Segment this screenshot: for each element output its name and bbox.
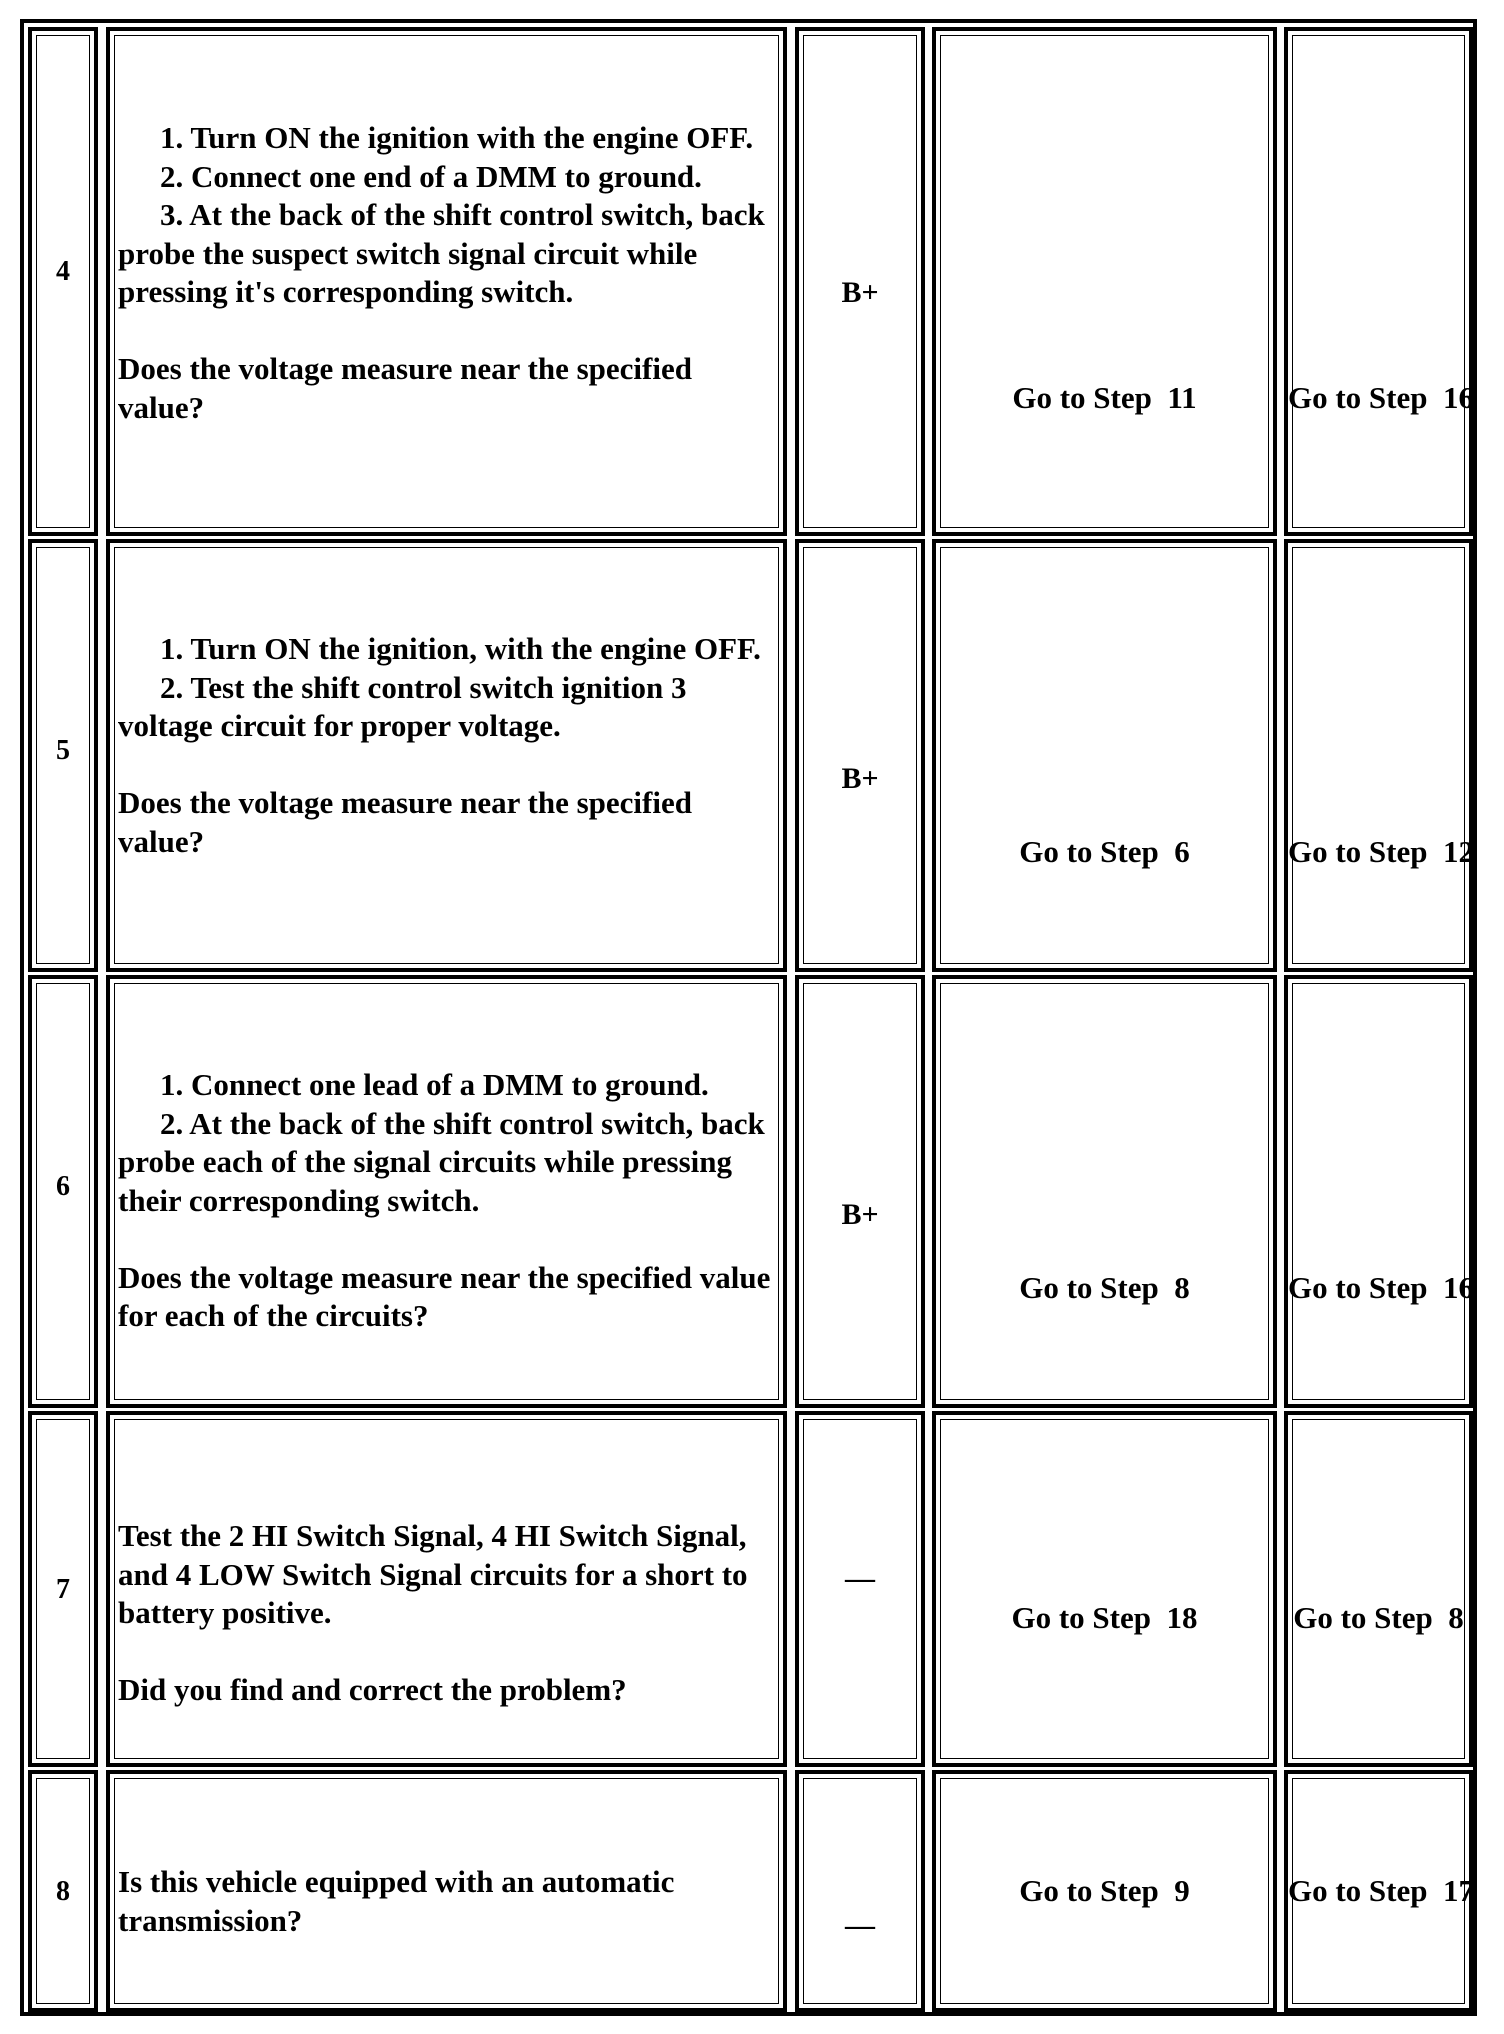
table-row (24, 539, 1473, 972)
value-cell (795, 1770, 925, 2012)
action-instruction: 2. Test the shift control switch ignition 3 voltage circuit for proper voltage. (118, 669, 687, 743)
yes-cell (932, 539, 1277, 972)
action-question: Did you find and correct the problem? (118, 1672, 627, 1707)
action-question: Does the voltage measure near the specified value for each of the circuits? (118, 1259, 771, 1333)
no-goto-step: Go to Step 8 (1293, 1600, 1464, 1635)
action-question: Does the voltage measure near the specified value? (118, 351, 692, 425)
value-text: B+ (841, 1198, 879, 1231)
yes-cell (932, 1770, 1277, 2012)
action-instruction: 3. At the back of the shift control switch, back probe the suspect switch signal circuit while pressing it's corresponding switch. (118, 197, 765, 309)
no-cell (1284, 975, 1473, 1408)
yes-cell (932, 27, 1277, 536)
no-goto-step: Go to Step 12 (1288, 834, 1474, 869)
action-text (118, 119, 775, 427)
no-goto-step: Go to Step 16 (1288, 380, 1474, 415)
action-instruction: 1. Turn ON the ignition with the engine OFF. (160, 120, 754, 155)
no-cell (1284, 1770, 1473, 2012)
table-row (24, 975, 1473, 1408)
table-row (24, 1411, 1473, 1767)
no-goto-step: Go to Step 17 (1288, 1873, 1474, 1908)
action-question: Is this vehicle equipped with an automatic transmission? (118, 1864, 675, 1938)
no-goto-step: Go to Step 16 (1288, 1270, 1474, 1305)
action-instruction: Test the 2 HI Switch Signal, 4 HI Switch Signal, and 4 LOW Switch Signal circuits for a short to battery positive. (118, 1518, 748, 1630)
yes-goto-step: Go to Step 11 (1012, 380, 1197, 415)
yes-cell (932, 975, 1277, 1408)
table-row (24, 1770, 1473, 2012)
action-instruction: 2. At the back of the shift control switch, back probe each of the signal circuits while pressing their corresponding switch. (118, 1105, 765, 1218)
step-number: 4 (56, 256, 70, 287)
yes-goto-step: Go to Step 8 (1019, 1270, 1190, 1305)
action-cell (106, 1770, 787, 2012)
step-cell (28, 975, 98, 1408)
step-number: 5 (56, 735, 70, 766)
value-cell (795, 1411, 925, 1767)
yes-goto-step: Go to Step 18 (1011, 1600, 1198, 1635)
step-cell (28, 1770, 98, 2012)
action-cell (106, 1411, 787, 1767)
table-row (24, 27, 1473, 536)
step-number: 6 (56, 1171, 70, 1202)
action-text (118, 1066, 775, 1336)
action-instruction: 2. Connect one end of a DMM to ground. (160, 158, 702, 194)
action-text (118, 630, 775, 861)
step-cell (28, 539, 98, 972)
action-cell (106, 539, 787, 972)
diagnostic-table (20, 19, 1477, 2016)
yes-goto-step: Go to Step 6 (1019, 834, 1190, 869)
action-text (118, 1517, 775, 1710)
step-cell (28, 27, 98, 536)
no-cell (1284, 27, 1473, 536)
yes-cell (932, 1411, 1277, 1767)
step-number: 7 (56, 1574, 70, 1605)
value-text: — (845, 1909, 875, 1942)
action-cell (106, 975, 787, 1408)
no-cell (1284, 539, 1473, 972)
step-number: 8 (56, 1876, 70, 1907)
value-cell (795, 27, 925, 536)
action-text (118, 1863, 775, 1940)
yes-goto-step: Go to Step 9 (1019, 1873, 1190, 1908)
step-cell (28, 1411, 98, 1767)
action-question: Does the voltage measure near the specified value? (118, 785, 692, 859)
action-instruction: 1. Connect one lead of a DMM to ground. (160, 1067, 709, 1102)
value-cell (795, 539, 925, 972)
value-text: B+ (841, 276, 879, 309)
no-cell (1284, 1411, 1473, 1767)
value-text: — (845, 1562, 875, 1595)
action-cell (106, 27, 787, 536)
value-text: B+ (841, 762, 879, 795)
value-cell (795, 975, 925, 1408)
action-instruction: 1. Turn ON the ignition, with the engine OFF. (160, 631, 761, 666)
